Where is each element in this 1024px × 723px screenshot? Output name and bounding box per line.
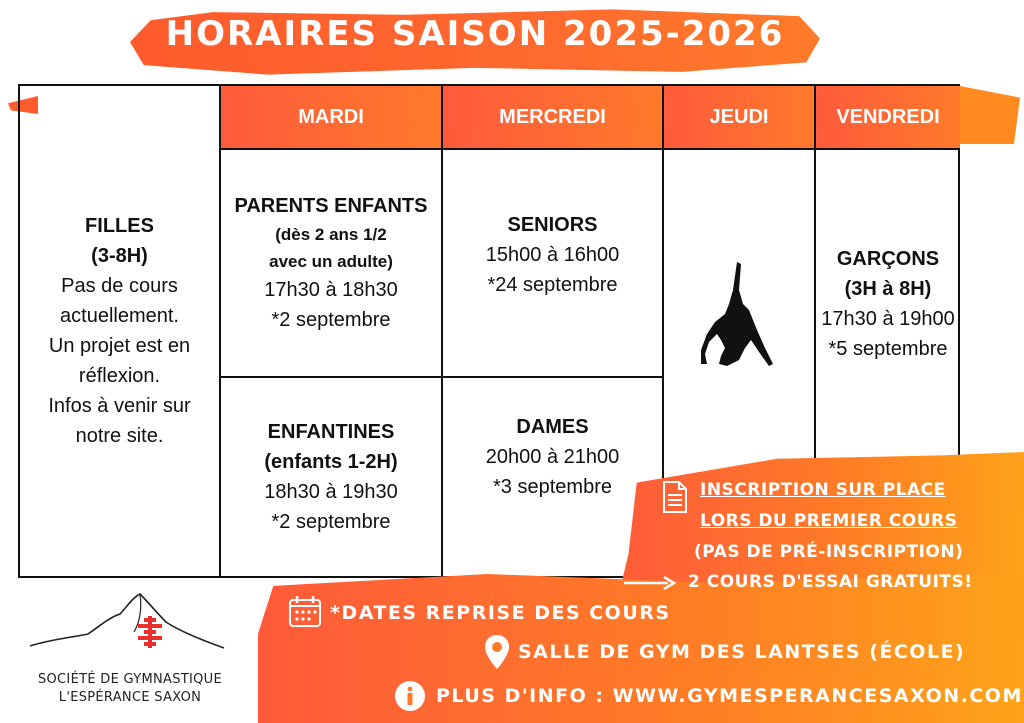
inscription-line-4: 2 COURS D'ESSAI GRATUITS! — [688, 572, 973, 592]
page-title: HORAIRES SAISON 2025-2026 — [165, 14, 785, 54]
footer-website[interactable]: PLUS D'INFO : WWW.GYMESPERANCESAXON.COM — [436, 685, 1023, 707]
mercredi-dames — [441, 376, 662, 576]
mardi-enfantines — [219, 376, 441, 576]
course-name: DAMES — [516, 416, 589, 438]
day-header-jeudi: JEUDI — [662, 86, 814, 148]
course-start: *2 septembre — [271, 309, 391, 331]
course-name: PARENTS ENFANTS — [234, 195, 428, 217]
logo-line-1: SOCIÉTÉ DE GYMNASTIQUE — [37, 672, 223, 687]
gymnast-silhouette-icon — [699, 260, 779, 380]
course-sub: (enfants 1-2H) — [264, 451, 398, 473]
course-sub: (3H à 8H) — [844, 278, 932, 300]
course-time: 20h00 à 21h00 — [485, 446, 620, 468]
filles-line: actuellement. — [60, 305, 179, 327]
inscription-line-3: (PAS DE PRÉ-INSCRIPTION) — [694, 542, 964, 562]
course-name: GARÇONS — [836, 248, 940, 270]
course-name: ENFANTINES — [267, 421, 395, 443]
brush-stroke-right — [960, 86, 1020, 144]
filles-cell — [20, 86, 219, 576]
day-header-mercredi: MERCREDI — [441, 86, 662, 148]
filles-age: (3-8H) — [91, 245, 148, 267]
inscription-line-2: LORS DU PREMIER COURS — [700, 511, 958, 531]
footer-location: SALLE DE GYM DES LANTSES (ÉCOLE) — [518, 641, 966, 663]
mercredi-seniors — [441, 148, 662, 376]
course-name: SENIORS — [507, 214, 598, 236]
mountain-logo-icon — [28, 588, 228, 668]
document-icon — [662, 480, 688, 514]
course-time: 18h30 à 19h30 — [264, 481, 398, 503]
day-header-vendredi: VENDREDI — [814, 86, 960, 148]
filles-line: réflexion. — [78, 365, 161, 387]
filles-line: Infos à venir sur — [48, 395, 191, 417]
logo-line-2: L'ESPÉRANCE SAXON — [58, 690, 202, 705]
filles-line: Pas de cours — [61, 275, 178, 297]
course-time: 17h30 à 19h00 — [821, 308, 955, 330]
footer-dates: *DATES REPRISE DES COURS — [330, 602, 671, 624]
course-sub: (dès 2 ans 1/2 — [275, 225, 387, 244]
course-time: 15h00 à 16h00 — [485, 244, 620, 266]
course-start: *24 septembre — [487, 274, 618, 296]
filles-line: Un projet est en — [48, 335, 191, 357]
filles-line: notre site. — [75, 425, 164, 447]
course-start: *5 septembre — [828, 338, 948, 360]
calendar-icon — [288, 594, 322, 628]
info-icon — [394, 680, 426, 712]
filles-name: FILLES — [85, 215, 154, 237]
location-pin-icon — [484, 634, 510, 670]
day-header-mardi: MARDI — [219, 86, 441, 148]
inscription-line-1: INSCRIPTION SUR PLACE — [700, 480, 946, 500]
arrow-right-icon — [624, 576, 676, 590]
course-start: *2 septembre — [271, 511, 391, 533]
course-time: 17h30 à 18h30 — [264, 279, 398, 301]
course-start: *3 septembre — [493, 476, 612, 498]
mardi-parents-enfants — [219, 148, 441, 376]
course-sub: avec un adulte) — [269, 252, 393, 271]
